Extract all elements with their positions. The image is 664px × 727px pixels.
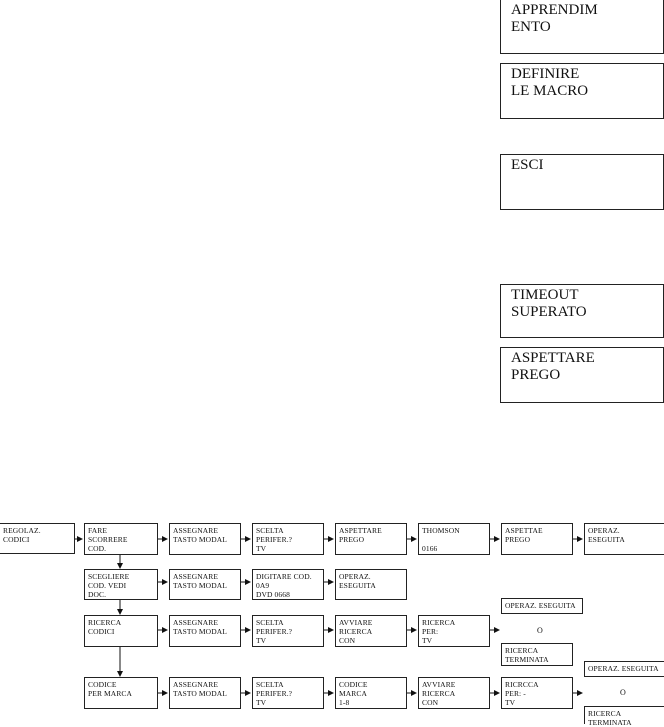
or-label-3: O	[537, 626, 543, 635]
box-assegnare-2: ASSEGNARE TASTO MODAL	[169, 569, 241, 600]
box-codice-marca: CODICE PER MARCA	[84, 677, 158, 709]
box-operaz-2: OPERAZ. ESEGUITA	[335, 569, 407, 600]
box-ricerca-codici: RICERCA CODICI	[84, 615, 158, 647]
box-ricerca-per-3: RICERCA PER: TV	[418, 615, 490, 647]
box-codice-marca-18: CODICE MARCA 1-8	[335, 677, 407, 709]
box-digitare-cod: DIGITARE COD. 0A9 DVD 0668	[252, 569, 324, 600]
box-regolaz-codici: REGOLAZ. CODICI	[0, 523, 75, 554]
box-timeout-superato: TIMEOUT SUPERATO	[500, 284, 664, 338]
box-thomson: THOMSON 0166	[418, 523, 490, 555]
box-aspettare-prego: ASPETTARE PREGO	[500, 347, 664, 403]
box-assegnare-4: ASSEGNARE TASTO MODAL	[169, 677, 241, 709]
box-fare-scorrere: FARE SCORRERE COD.	[84, 523, 158, 555]
box-scegliere-cod: SCEGLIERE COD. VEDI DOC.	[84, 569, 158, 600]
box-assegnare-1: ASSEGNARE TASTO MODAL	[169, 523, 241, 555]
box-apprendimento: APPRENDIM ENTO	[500, 0, 664, 54]
box-result-end-4: RICERCA TERMINATA	[584, 706, 664, 724]
box-esci: ESCI	[500, 154, 664, 210]
or-label-4: O	[620, 688, 626, 697]
box-result-ok-4: OPERAZ. ESEGUITA	[584, 661, 664, 677]
box-aspettae: ASPETTAE PREGO	[501, 523, 573, 555]
box-operaz-1: OPERAZ. ESEGUITA	[584, 523, 664, 555]
box-assegnare-3: ASSEGNARE TASTO MODAL	[169, 615, 241, 647]
box-definire-macro: DEFINIRE LE MACRO	[500, 63, 664, 119]
box-result-end-3: RICERCA TERMINATA	[501, 643, 573, 666]
box-avviare-4: AVVIARE RICERCA CON	[418, 677, 490, 709]
box-result-ok-3: OPERAZ. ESEGUITA	[501, 598, 583, 614]
box-ricerca-per-4: RICRCCA PER: - TV	[501, 677, 573, 709]
box-scelta-3: SCELTA PERIFER.? TV	[252, 615, 324, 647]
box-aspettare-1: ASPETTARE PREGO	[335, 523, 407, 555]
box-scelta-1: SCELTA PERIFER.? TV	[252, 523, 324, 555]
box-scelta-4: SCELTA PERIFER.? TV	[252, 677, 324, 709]
box-avviare-3: AVVIARE RICERCA CON	[335, 615, 407, 647]
